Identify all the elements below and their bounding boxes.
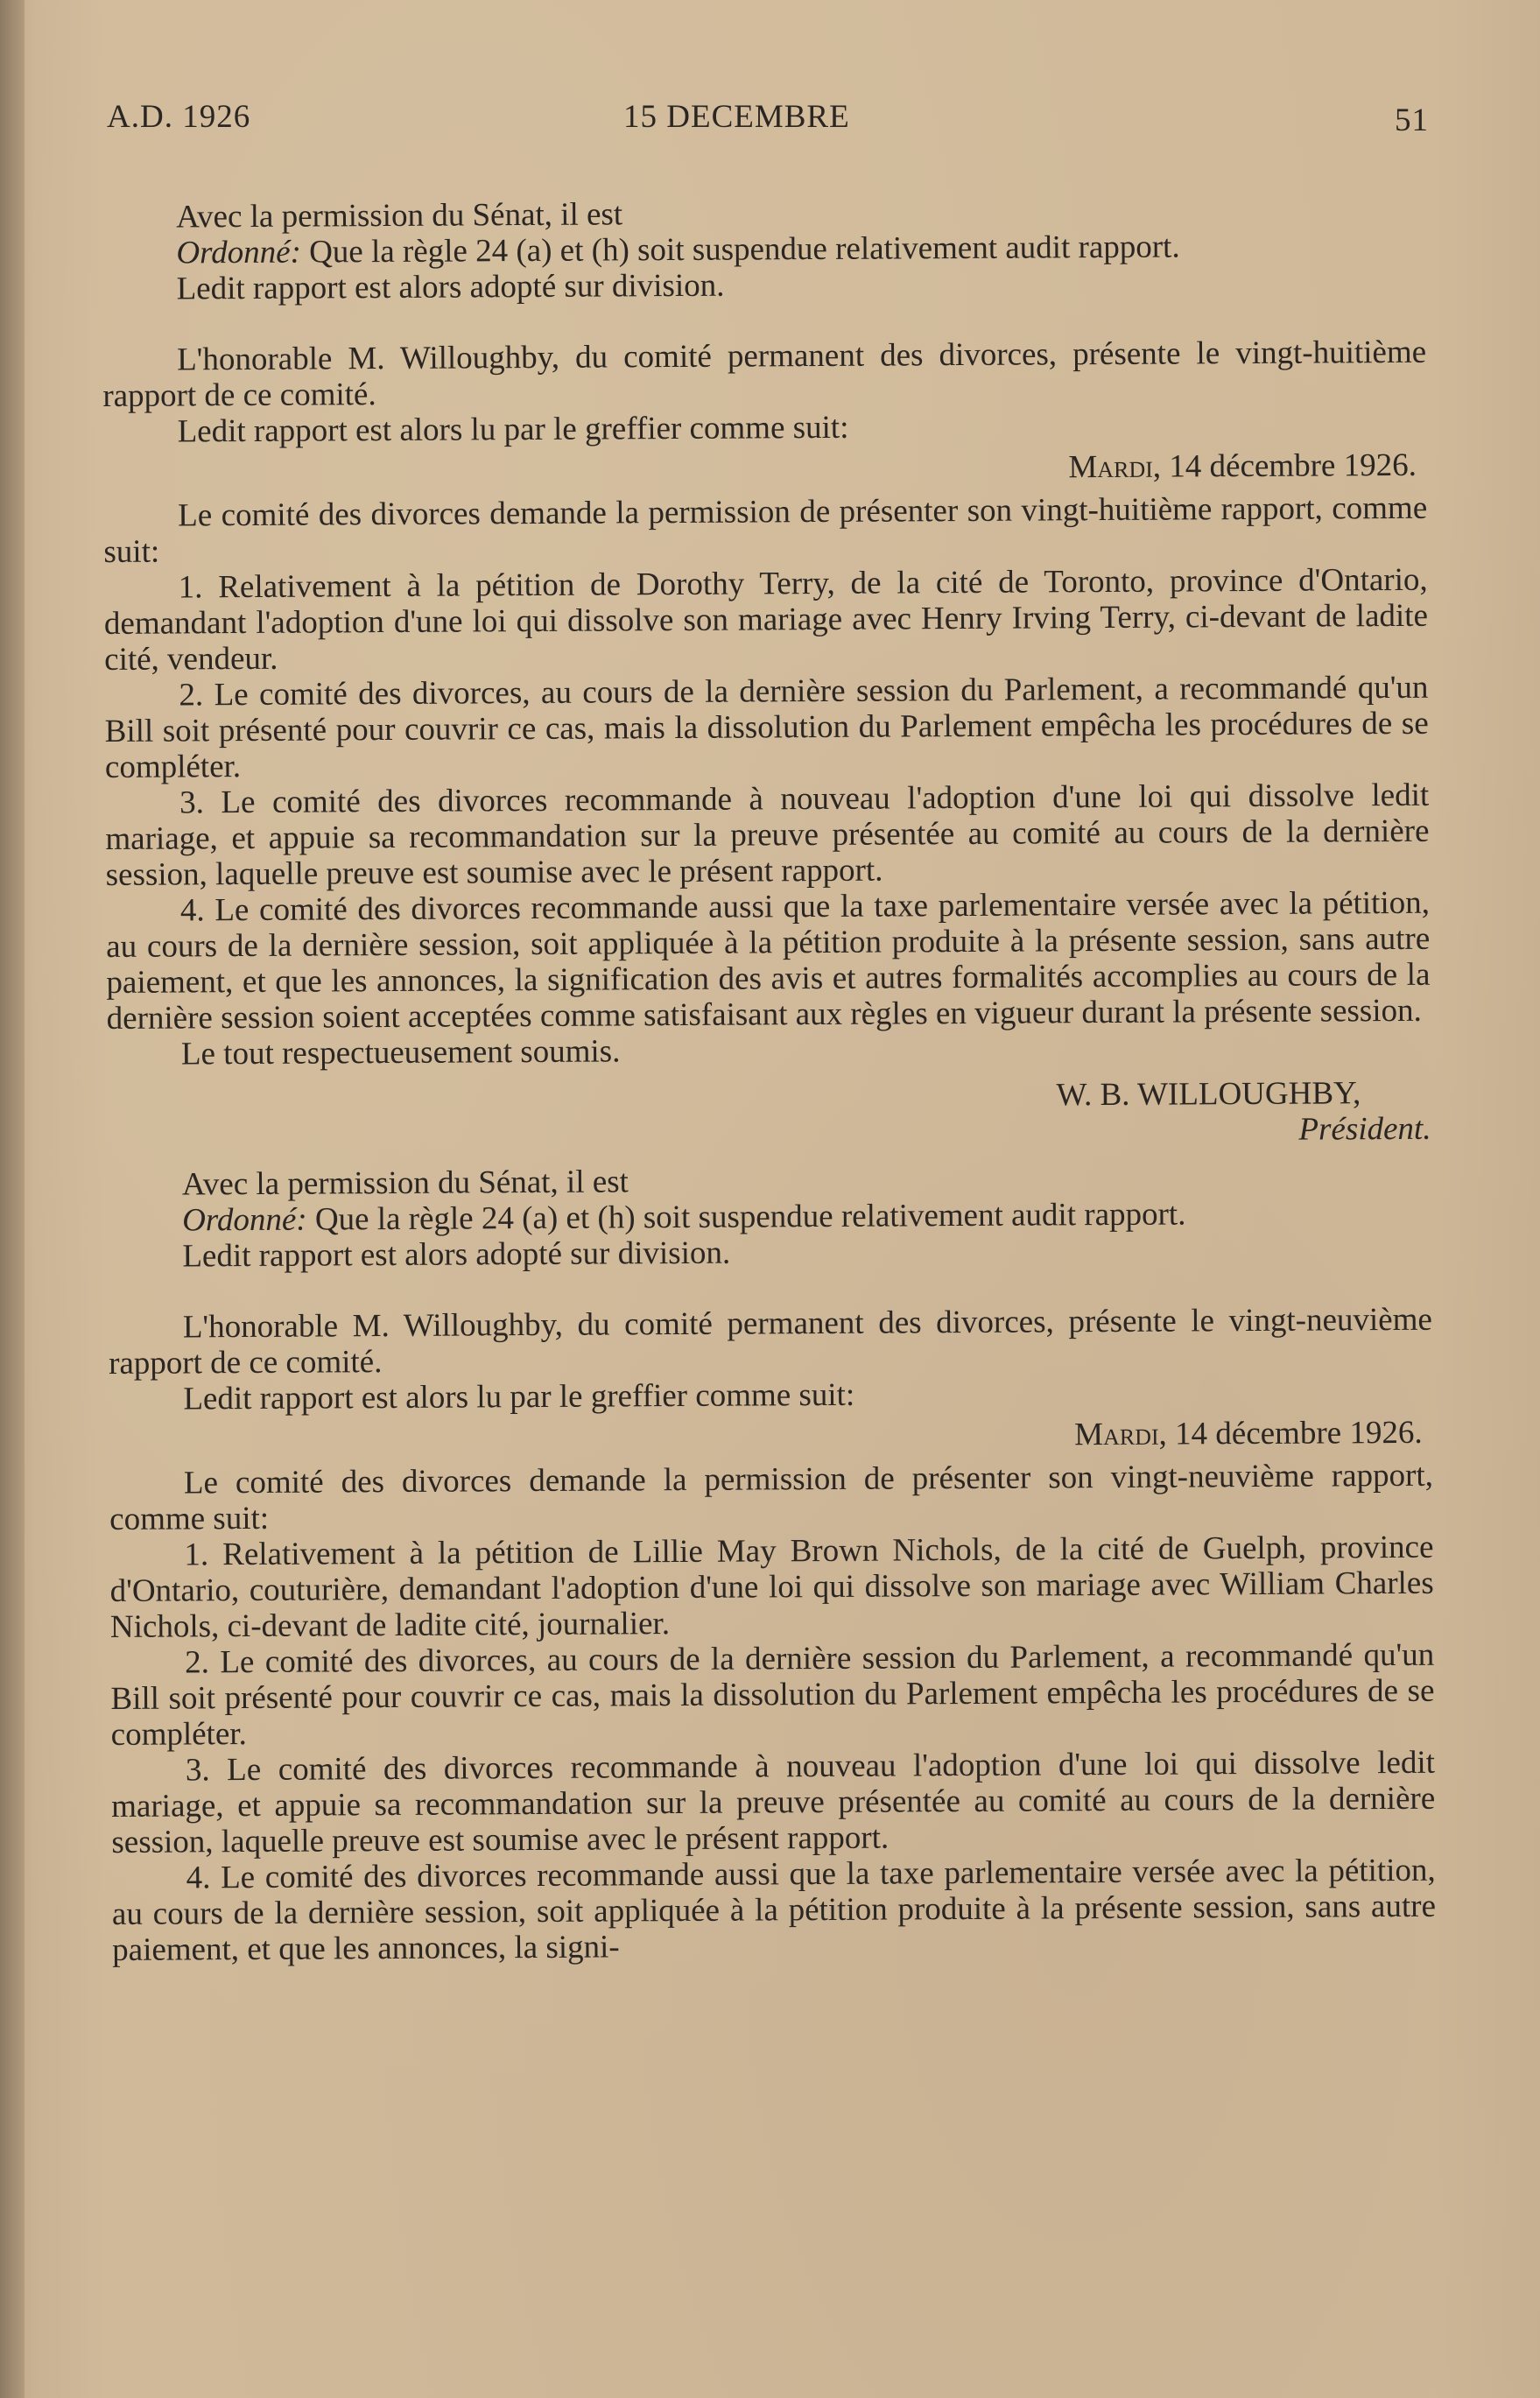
report-date <box>109 1415 1423 1459</box>
order-text: Que la règle 24 (a) et (h) soit suspendue relativement audit rapport. <box>308 229 1180 271</box>
signature-title: Président. <box>1298 1110 1431 1148</box>
report-item-2: 2. Le comité des divorces, au cours de la dernière session du Parlement, a recommandé qu'un Bill soit présenté pour couvrir ce cas, mais la dissolution du Parlement empêcha les procédures de se compléter. <box>110 1636 1435 1753</box>
running-header <box>107 98 1429 142</box>
page-body <box>102 192 1436 1968</box>
order-text: Que la règle 24 (a) et (h) soit suspendue relativement audit rapport. <box>314 1196 1186 1238</box>
permission-line: Avec la permission du Sénat, il est <box>181 1164 629 1203</box>
report-date-day: Mardi, <box>1074 1416 1167 1453</box>
adopted-line: Ledit rapport est alors adopté sur division. <box>182 1234 731 1275</box>
header-year: A.D. 1926 <box>107 99 251 135</box>
report-read-line: Ledit rapport est alors lu par le greffier comme suit: <box>183 1376 855 1417</box>
report-item-3: 3. Le comité des divorces recommande à nouveau l'adoption d'une loi qui dissolve ledit mariage, et appuie sa recommandation sur la preuve présentée au comité au cours de la dernière session, laquelle preuve est soumise avec le présent rapport. <box>111 1744 1436 1860</box>
report-item-4: 4. Le comité des divorces recommande aussi que la taxe parlementaire versée avec la pétition, au cours de la dernière session, soit appliquée à la pétition produite à la présente session, sans autre paiement, et que les annonces, la signification des avis et autres formalités accomplies au cours de la dernière session soient acceptées comme satisfaisant aux règles en vigueur durant la présente session. <box>106 884 1431 1037</box>
order-label: Ordonné: <box>181 1201 307 1239</box>
report-date-rest: 14 décembre 1926. <box>1160 447 1417 485</box>
report-item-1: 1. Relativement à la pétition de Dorothy Terry, de la cité de Toronto, province d'Ontario, demandant l'adoption d'une loi qui dissolve son mariage avec Henry Irving Terry, ci-devant de ladite cité, vendeur. <box>103 561 1429 678</box>
report-date-day: Mardi, <box>1068 448 1162 486</box>
report-request: Le comité des divorces demande la permission de présenter son vingt-huitième rapport, comme suit: <box>103 489 1428 570</box>
report-date <box>103 447 1417 491</box>
report-read-line: Ledit rapport est alors lu par le greffier comme suit: <box>177 409 849 450</box>
book-spine-shadow <box>0 0 25 2398</box>
report-item-4: 4. Le comité des divorces recommande aussi que la taxe parlementaire versée avec la pétition, au cours de la dernière session, soit appliquée à la pétition produite à la présente session, sans autre paiement, et que les annonces, la signi- <box>111 1852 1437 1968</box>
report-item-2: 2. Le comité des divorces, au cours de la dernière session du Parlement, a recommandé qu'un Bill soit présenté pour couvrir ce cas, mais la dissolution du Parlement empêcha les procédures de se compléter. <box>104 669 1429 785</box>
order-label: Ordonné: <box>176 234 301 271</box>
report-item-3: 3. Le comité des divorces recommande à nouveau l'adoption d'une loi qui dissolve ledit mariage, et appuie sa recommandation sur la preuve présentée au comité au cours de la dernière session, laquelle preuve est soumise avec le présent rapport. <box>105 777 1430 893</box>
report-intro: L'honorable M. Willoughby, du comité permanent des divorces, présente le vingt-huitième rapport de ce comité. <box>102 334 1427 414</box>
report-intro: L'honorable M. Willoughby, du comité permanent des divorces, présente le vingt-neuvième rapport de ce comité. <box>108 1301 1432 1382</box>
report-item-1: 1. Relativement à la pétition de Lillie May Brown Nichols, de la cité de Guelph, province d'Ontario, couturière, demandant l'adoption d'une loi qui dissolve son mariage avec William Charles Nichols, ci-devant de ladite cité, journalier. <box>109 1529 1434 1645</box>
permission-line: Avec la permission du Sénat, il est <box>175 196 623 236</box>
page-number: 51 <box>1395 102 1429 138</box>
report-request: Le comité des divorces demande la permission de présenter son vingt-neuvième rapport, comme suit: <box>109 1457 1434 1537</box>
adopted-line: Ledit rapport est alors adopté sur division. <box>176 267 725 307</box>
report-date-rest: 14 décembre 1926. <box>1166 1414 1423 1452</box>
report-closing: Le tout respectueusement soumis. <box>180 1033 621 1072</box>
signature: W. B. WILLOUGHBY, <box>1056 1075 1361 1114</box>
header-date: 15 DECEMBRE <box>623 99 850 135</box>
